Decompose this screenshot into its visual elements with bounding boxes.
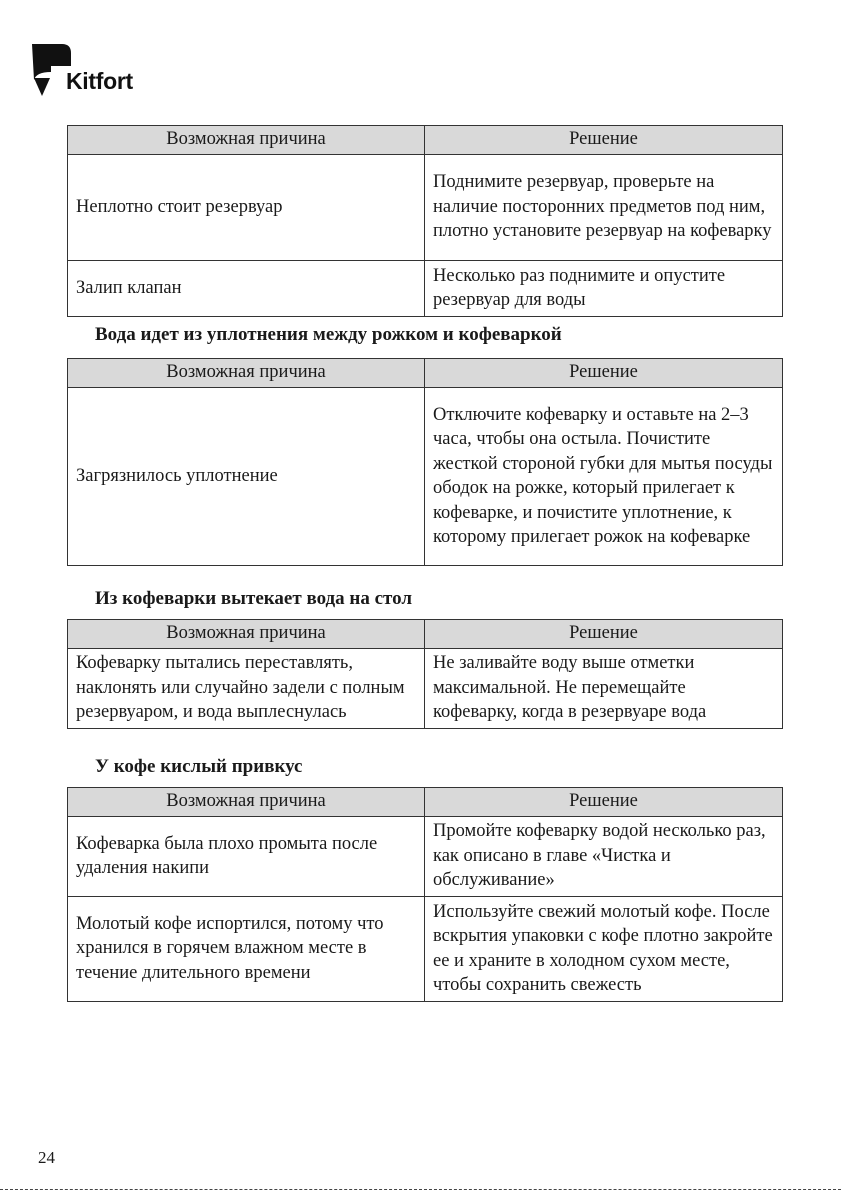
column-header-cause: Возможная причина bbox=[68, 359, 425, 388]
column-header-cause: Возможная причина bbox=[68, 788, 425, 817]
kitfort-logo bbox=[32, 42, 152, 102]
section-heading-sour-taste: У кофе кислый привкус bbox=[95, 756, 303, 777]
column-header-cause: Возможная причина bbox=[68, 126, 425, 155]
table-row bbox=[68, 387, 783, 565]
table-header-row bbox=[68, 359, 783, 388]
page-bottom-divider bbox=[0, 1189, 841, 1190]
solution-cell: Не заливайте воду выше отметки максимальной. Не перемещайте кофеварку, когда в резервуаре вода bbox=[425, 648, 783, 728]
solution-cell: Промойте кофеварку водой несколько раз, как описано в главе «Чистка и обслуживание» bbox=[425, 816, 783, 896]
cause-cell: Кофеварку пытались переставлять, наклонять или случайно задели с полным резервуаром, и вода выплеснулась bbox=[68, 648, 425, 728]
table-row bbox=[68, 816, 783, 896]
table-row bbox=[68, 154, 783, 260]
solution-cell: Несколько раз поднимите и опустите резервуар для воды bbox=[425, 260, 783, 316]
cause-cell: Залип клапан bbox=[68, 260, 425, 316]
troubleshooting-table-reservoir bbox=[67, 125, 783, 317]
cause-cell: Неплотно стоит резервуар bbox=[68, 154, 425, 260]
column-header-solution: Решение bbox=[425, 620, 783, 649]
table-header-row bbox=[68, 620, 783, 649]
table-row bbox=[68, 260, 783, 316]
table-row bbox=[68, 648, 783, 728]
column-header-solution: Решение bbox=[425, 359, 783, 388]
column-header-cause: Возможная причина bbox=[68, 620, 425, 649]
table-row bbox=[68, 896, 783, 1001]
solution-cell: Отключите кофеварку и оставьте на 2–3 часа, чтобы она остыла. Почистите жесткой стороной губки для мытья посуды ободок на рожке, который прилегает к кофеварке, и почистите уплотнение, к которому прилегает рожок на кофеварке bbox=[425, 387, 783, 565]
cause-cell: Кофеварка была плохо промыта после удаления накипи bbox=[68, 816, 425, 896]
page-number: 24 bbox=[38, 1148, 55, 1167]
cause-cell: Молотый кофе испортился, потому что хранился в горячем влажном месте в течение длительного времени bbox=[68, 896, 425, 1001]
solution-cell: Используйте свежий молотый кофе. После вскрытия упаковки с кофе плотно закройте ее и храните в холодном сухом месте, чтобы сохранить свежесть bbox=[425, 896, 783, 1001]
section-heading-seal-leak: Вода идет из уплотнения между рожком и кофеваркой bbox=[95, 324, 562, 345]
column-header-solution: Решение bbox=[425, 788, 783, 817]
troubleshooting-table-seal-leak bbox=[67, 358, 783, 566]
troubleshooting-table-sour-taste bbox=[67, 787, 783, 1002]
section-heading-water-on-table: Из кофеварки вытекает вода на стол bbox=[95, 588, 413, 609]
brand-name: Kitfort bbox=[66, 68, 133, 94]
table-header-row bbox=[68, 788, 783, 817]
column-header-solution: Решение bbox=[425, 126, 783, 155]
table-header-row bbox=[68, 126, 783, 155]
cause-cell: Загрязнилось уплотнение bbox=[68, 387, 425, 565]
solution-cell: Поднимите резервуар, проверьте на наличие посторонних предметов под ним, плотно установите резервуар на кофеварку bbox=[425, 154, 783, 260]
troubleshooting-table-water-on-table bbox=[67, 619, 783, 729]
